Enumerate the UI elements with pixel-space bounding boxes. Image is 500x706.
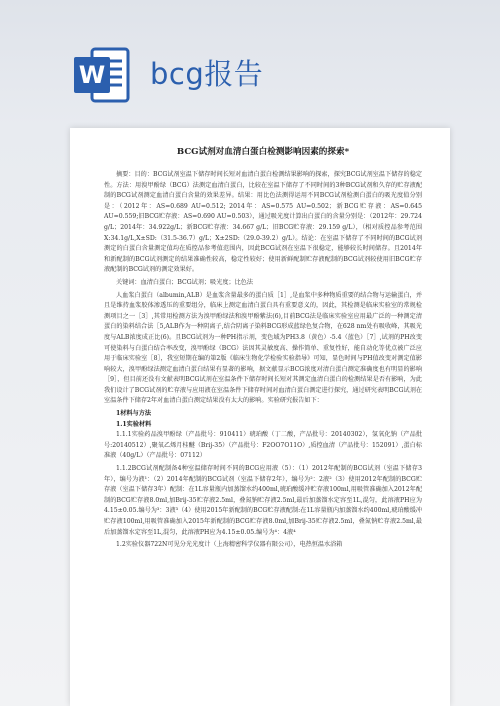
reagents-paragraph: 1.1.2BCG试剂配制备4种室温储存时间不同的BCG应用液（5）：（1）2012年配制的BCG试剂（室温下储存3年），编号为液¹：（2）2014年配制的BCG试剂（室温下储存2年），编号为²：2液²（3）使用2012年配制的BCG贮存液（室温下储存3年）配制：在1L容量瓶内加蒸馏水约400ml,琥珀酸缓冲贮存液100ml,用吸管准确加入2012年配制的BCG贮存液8.0ml,加Brij-35贮存液2.5ml，叠氮钠贮存液2.5ml,最后加蒸馏水定容至1L,混匀，此溶液PH应为4.15±0.05.编号为³：3液³（4）使用2015年新配制的BCG贮存液配制:在1L容量瓶内加蒸馏水约400ml,琥珀酸缓冲贮存液100ml,用吸管准确加入2015年新配制的BCG贮存液8.0ml,加Brij-35贮存液2.5ml，叠氮钠贮存液2.5ml,最后加蒸馏水定容至1L,混匀，此溶液PH应为4.15±0.05.编号为⁴：4液⁴ [104,465,422,536]
paper-title: BCG试剂对血清白蛋白检测影响因素的探索* [176,147,350,157]
instruments-paragraph: 1.2实验仪器722N可见分光光度计（上海精密科学仪器有限公司），电热恒温水浴箱 [116,541,343,549]
word-icon-letter: W [78,61,106,89]
document-page [70,128,450,706]
page-title: bcg报告 [150,57,264,91]
header-banner [0,0,500,120]
section-heading-1: 1材料与方法 [116,410,151,418]
abstract: 摘要：目的：BCG试剂室温下储存时间长短对血清白蛋白检测结果影响的探索，探究BCG试剂室温下储存的稳定性。方法：用溴甲酚绿（BCG）法测定血清白蛋白，比较在室温下储存了不同时间的3种BCG试剂和久存的贮存液配制的BCG试剂测定血清白蛋白含量的效果差异。结果：用比色法测得运用不同BCG试剂检测白蛋白的吸光度值分别是：（2012年：AS=0.689 AU=0.512; 2014年：AS=0.575 AU=0.502；新BCG贮存液：AS=0.645 AU=0.559;旧BCG贮存液：AS=0.690 AU=0.503），通过吸光度计算出白蛋白的含量分别是：（2012年：29.724 g/L；2014年：34.922g/L；新BCG贮存液：34.667 g/L；旧BCG贮存液：29.159 g/L），（相对质控品参考范围 X:34.1g/L,X±SD:（31.5-36.7）g/L；X±2SD:（29.0-39.2）g/L）。结论：在室温下储存了不同时间的BCG试剂测定的白蛋白含量测定值均在质控品参考值范围内，因此BCG试剂在室温下很稳定，能够较长时间储存。且2014年和新配制的BCG试剂测定的结果准确性较高，稳定性较好；使用新鲜配制贮存液配制的BCG试剂较使用旧BCG贮存液配制的BCG试剂的测定效果好。 [104,171,422,274]
section-heading-1-1: 1.1实验材料 [116,420,152,428]
materials-paragraph: 1.1.1实验药品溴甲酚绿（产品批号：910411）琥珀酸（丁二酸，产品批号：20140302），氢氧化钠（产品批号:20140512）,聚氧乙烯月桂醚（Brij-35）（产品批号：F2OO7O11O）,质控血清（产品批号：152091）,蛋白标准液（40g/L）（产品批号：07112） [104,431,422,460]
word-document-icon [72,45,130,105]
introduction: 人血浆白蛋白（albumin,ALB）是血浆含量最多的蛋白质［1］,是血浆中多种物质重要的结合物与运输蛋白，并且是维持血浆胶体渗透压的重要组分，临床上测定血清白蛋白具有重要意义的，因此，其检测是临床实验室的常规检测项目之一［3］,其常用检测方法为溴甲酚绿法和溴甲酚紫法(6),目前BCG法是临床实验室应用最广泛的一种测定清蛋白的染料结合法［5,ALB作为一种阴离子,结合阴离子染料BCG形成蓝绿色复合物，在628 nm处有吸收峰，其吸光度与ALB浓度成正比(6)。且BCG试剂为一种PH指示剂，变色域为PH3.8（黄色）-5.4（蓝色）［7］,试剂的PH改变可使染料与白蛋白结合率改变，溴甲酚绿（BCG）法因其灵敏度高、操作简单、重复性好，能自动化等优点被广泛应用于临床实验室［8］，我室短期在编的第2版《临床生物化学检验实验指导》可知，显色时间与PH值改变对测定值影响较大，溴甲酚绿法测定血清白蛋白结果有显著的影响，据文献显示BCG浓度对清白蛋白测定准确度也有明显的影响［9］，但目前还没有文献表明BCG试剂在室温条件下储存时间长短对其测定血清白蛋白的检测结果是否有影响，为此我们设计了BCG试剂的贮存液与应用液在室温条件下储存时间对血清白蛋白测定进行探究，通过研究表明BCG试剂在室温条件下储存2年对血清白蛋白测定结果没有太大的影响。实验研究报告如下： [104,291,422,405]
keywords: 关键词：血清白蛋白；BCG试剂；吸光度；比色法 [116,278,254,286]
